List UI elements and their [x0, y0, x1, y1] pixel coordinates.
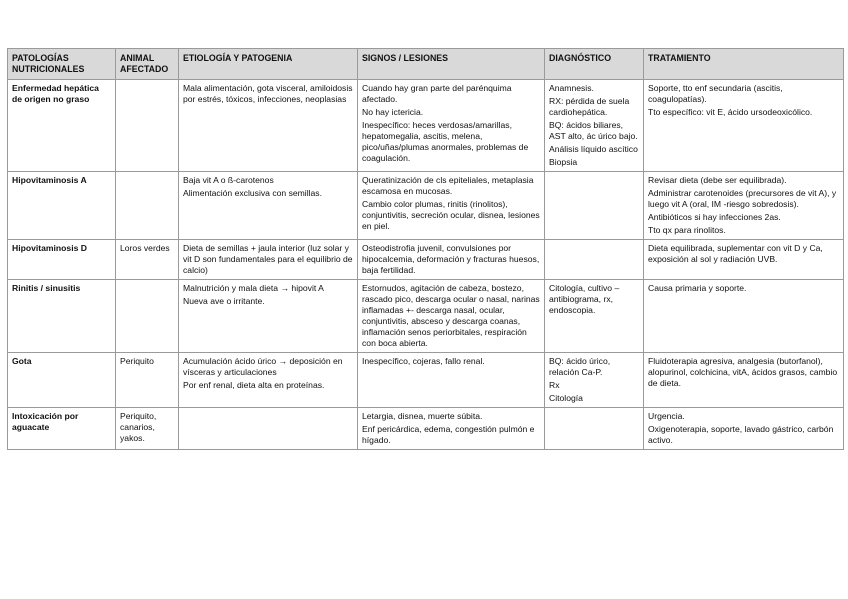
- cell-tratamiento: [644, 239, 844, 279]
- cell-signos: [358, 279, 545, 352]
- cell-line: Alimentación exclusiva con semillas.: [183, 187, 322, 198]
- cell-line: Análisis líquido ascítico: [549, 143, 638, 154]
- cell-diagnostico: [545, 171, 644, 239]
- cell-diagnostico: [545, 79, 644, 171]
- cell-line: Estornudos, agitación de cabeza, bostezo, rascado pico, descarga ocular o nasal, narinas inflamadas +- descarga nasal, ocular, conjuntivitis, absceso y descarga coanas, inflamación senos periorbitales, respiración con boca abierta.: [362, 282, 540, 348]
- header-etiologia: ETIOLOGÍA Y PATOGENIA: [179, 49, 358, 80]
- cell-line: BQ: ácido úrico, relación Ca-P.: [549, 355, 611, 377]
- header-diagnostico: DIAGNÓSTICO: [545, 49, 644, 80]
- cell-line: Oxigenoterapia, soporte, lavado gástrico, carbón activo.: [648, 423, 834, 445]
- header-tratamiento: TRATAMIENTO: [644, 49, 844, 80]
- cell-animal: [116, 407, 179, 449]
- cell-line: Cuando hay gran parte del parénquima afectado.: [362, 82, 512, 104]
- cell-etiologia: [179, 279, 358, 352]
- cell-line: Periquito: [120, 355, 154, 366]
- cell-animal: [116, 352, 179, 407]
- cell-line: Acumulación ácido úrico → deposición en vísceras y articulaciones: [183, 355, 343, 377]
- cell-line: Nueva ave o irritante.: [183, 295, 265, 306]
- cell-line: Mala alimentación, gota visceral, amiloidosis por estrés, tóxicos, infecciones, neoplasias: [183, 82, 353, 104]
- cell-line: No hay ictericia.: [362, 106, 424, 117]
- cell-diagnostico: [545, 279, 644, 352]
- header-animal: ANIMAL AFECTADO: [116, 49, 179, 80]
- cell-animal: [116, 279, 179, 352]
- table-body: [8, 79, 844, 449]
- cell-line: Cambio color plumas, rinitis (rinolitos), conjuntivitis, secreción ocular, disnea, lesiones en piel.: [362, 198, 540, 231]
- cell-patologia: Enfermedad hepática de origen no graso: [8, 79, 116, 171]
- cell-line: Citología, cultivo – antibiograma, rx, endoscopia.: [549, 282, 620, 315]
- cell-line: Tto específico: vit E, ácido ursodeoxicólico.: [648, 106, 813, 117]
- cell-line: Soporte, tto enf secundaria (ascitis, coagulopatías).: [648, 82, 783, 104]
- cell-line: Anamnesis.: [549, 82, 594, 93]
- table-row: [8, 407, 844, 449]
- cell-animal: [116, 171, 179, 239]
- cell-patologia: Gota: [8, 352, 116, 407]
- cell-line: Antibióticos si hay infecciones 2as.: [648, 211, 781, 222]
- cell-animal: [116, 79, 179, 171]
- cell-line: Administrar carotenoides (precursores de vit A), y luego vit A (oral, IM -riesgo sobredosis).: [648, 187, 837, 209]
- cell-patologia: Hipovitaminosis A: [8, 171, 116, 239]
- header-patologias: PATOLOGÍAS NUTRICIONALES: [8, 49, 116, 80]
- cell-line: Periquito, canarios, yakos.: [120, 410, 157, 443]
- cell-patologia: Hipovitaminosis D: [8, 239, 116, 279]
- cell-line: Inespecífico, cojeras, fallo renal.: [362, 355, 485, 366]
- cell-etiologia: [179, 407, 358, 449]
- cell-line: Enf pericárdica, edema, congestión pulmón e hígado.: [362, 423, 535, 445]
- cell-line: Urgencia.: [648, 410, 685, 421]
- cell-line: Queratinización de cls epiteliales, metaplasia escamosa en mucosas.: [362, 174, 534, 196]
- cell-signos: [358, 239, 545, 279]
- cell-line: Por enf renal, dieta alta en proteínas.: [183, 379, 325, 390]
- cell-line: Biopsia: [549, 156, 578, 167]
- cell-line: Citología: [549, 392, 583, 403]
- cell-etiologia: [179, 79, 358, 171]
- cell-line: BQ: ácidos biliares, AST alto, ác úrico bajo.: [549, 119, 638, 141]
- cell-line: Loros verdes: [120, 242, 170, 253]
- cell-line: Malnutrición y mala dieta → hipovit A: [183, 282, 324, 293]
- header-signos: SIGNOS / LESIONES: [358, 49, 545, 80]
- nutrition-table: [7, 48, 844, 450]
- cell-signos: [358, 407, 545, 449]
- cell-line: Dieta equilibrada, suplementar con vit D y Ca, exposición al sol y radiación UVB.: [648, 242, 823, 264]
- cell-line: Tto qx para rinolitos.: [648, 224, 726, 235]
- cell-line: Dieta de semillas + jaula interior (luz solar y vit D son fundamentales para el equilibrio de calcio): [183, 242, 353, 275]
- table-row: [8, 279, 844, 352]
- cell-etiologia: [179, 352, 358, 407]
- header-row: [8, 49, 844, 80]
- cell-line: Baja vit A o ß-carotenos: [183, 174, 274, 185]
- cell-line: Rx: [549, 379, 560, 390]
- cell-tratamiento: [644, 352, 844, 407]
- cell-line: RX: pérdida de suela cardiohepática.: [549, 95, 630, 117]
- cell-line: Inespecífico: heces verdosas/amarillas, hepatomegalia, ascitis, melena, pico/uñas/plumas anormales, problemas de coagulación.: [362, 119, 529, 163]
- cell-signos: [358, 352, 545, 407]
- cell-line: Fluidoterapia agresiva, analgesia (butorfanol), alopurinol, colchicina, vitA, ácidos grasos, cambio de dieta.: [648, 355, 838, 388]
- cell-line: Revisar dieta (debe ser equilibrada).: [648, 174, 787, 185]
- table-row: [8, 239, 844, 279]
- cell-etiologia: [179, 239, 358, 279]
- cell-signos: [358, 171, 545, 239]
- cell-line: Letargia, disnea, muerte súbita.: [362, 410, 483, 421]
- cell-signos: [358, 79, 545, 171]
- cell-tratamiento: [644, 79, 844, 171]
- cell-line: Causa primaria y soporte.: [648, 282, 747, 293]
- table-row: [8, 79, 844, 171]
- cell-line: Osteodistrofia juvenil, convulsiones por hipocalcemia, deformación y fracturas huesos, baja fertilidad.: [362, 242, 540, 275]
- cell-tratamiento: [644, 407, 844, 449]
- cell-diagnostico: [545, 352, 644, 407]
- table-row: [8, 352, 844, 407]
- cell-patologia: Rinitis / sinusitis: [8, 279, 116, 352]
- cell-diagnostico: [545, 239, 644, 279]
- cell-tratamiento: [644, 171, 844, 239]
- cell-tratamiento: [644, 279, 844, 352]
- cell-animal: [116, 239, 179, 279]
- table-row: [8, 171, 844, 239]
- cell-diagnostico: [545, 407, 644, 449]
- cell-etiologia: [179, 171, 358, 239]
- cell-patologia: Intoxicación por aguacate: [8, 407, 116, 449]
